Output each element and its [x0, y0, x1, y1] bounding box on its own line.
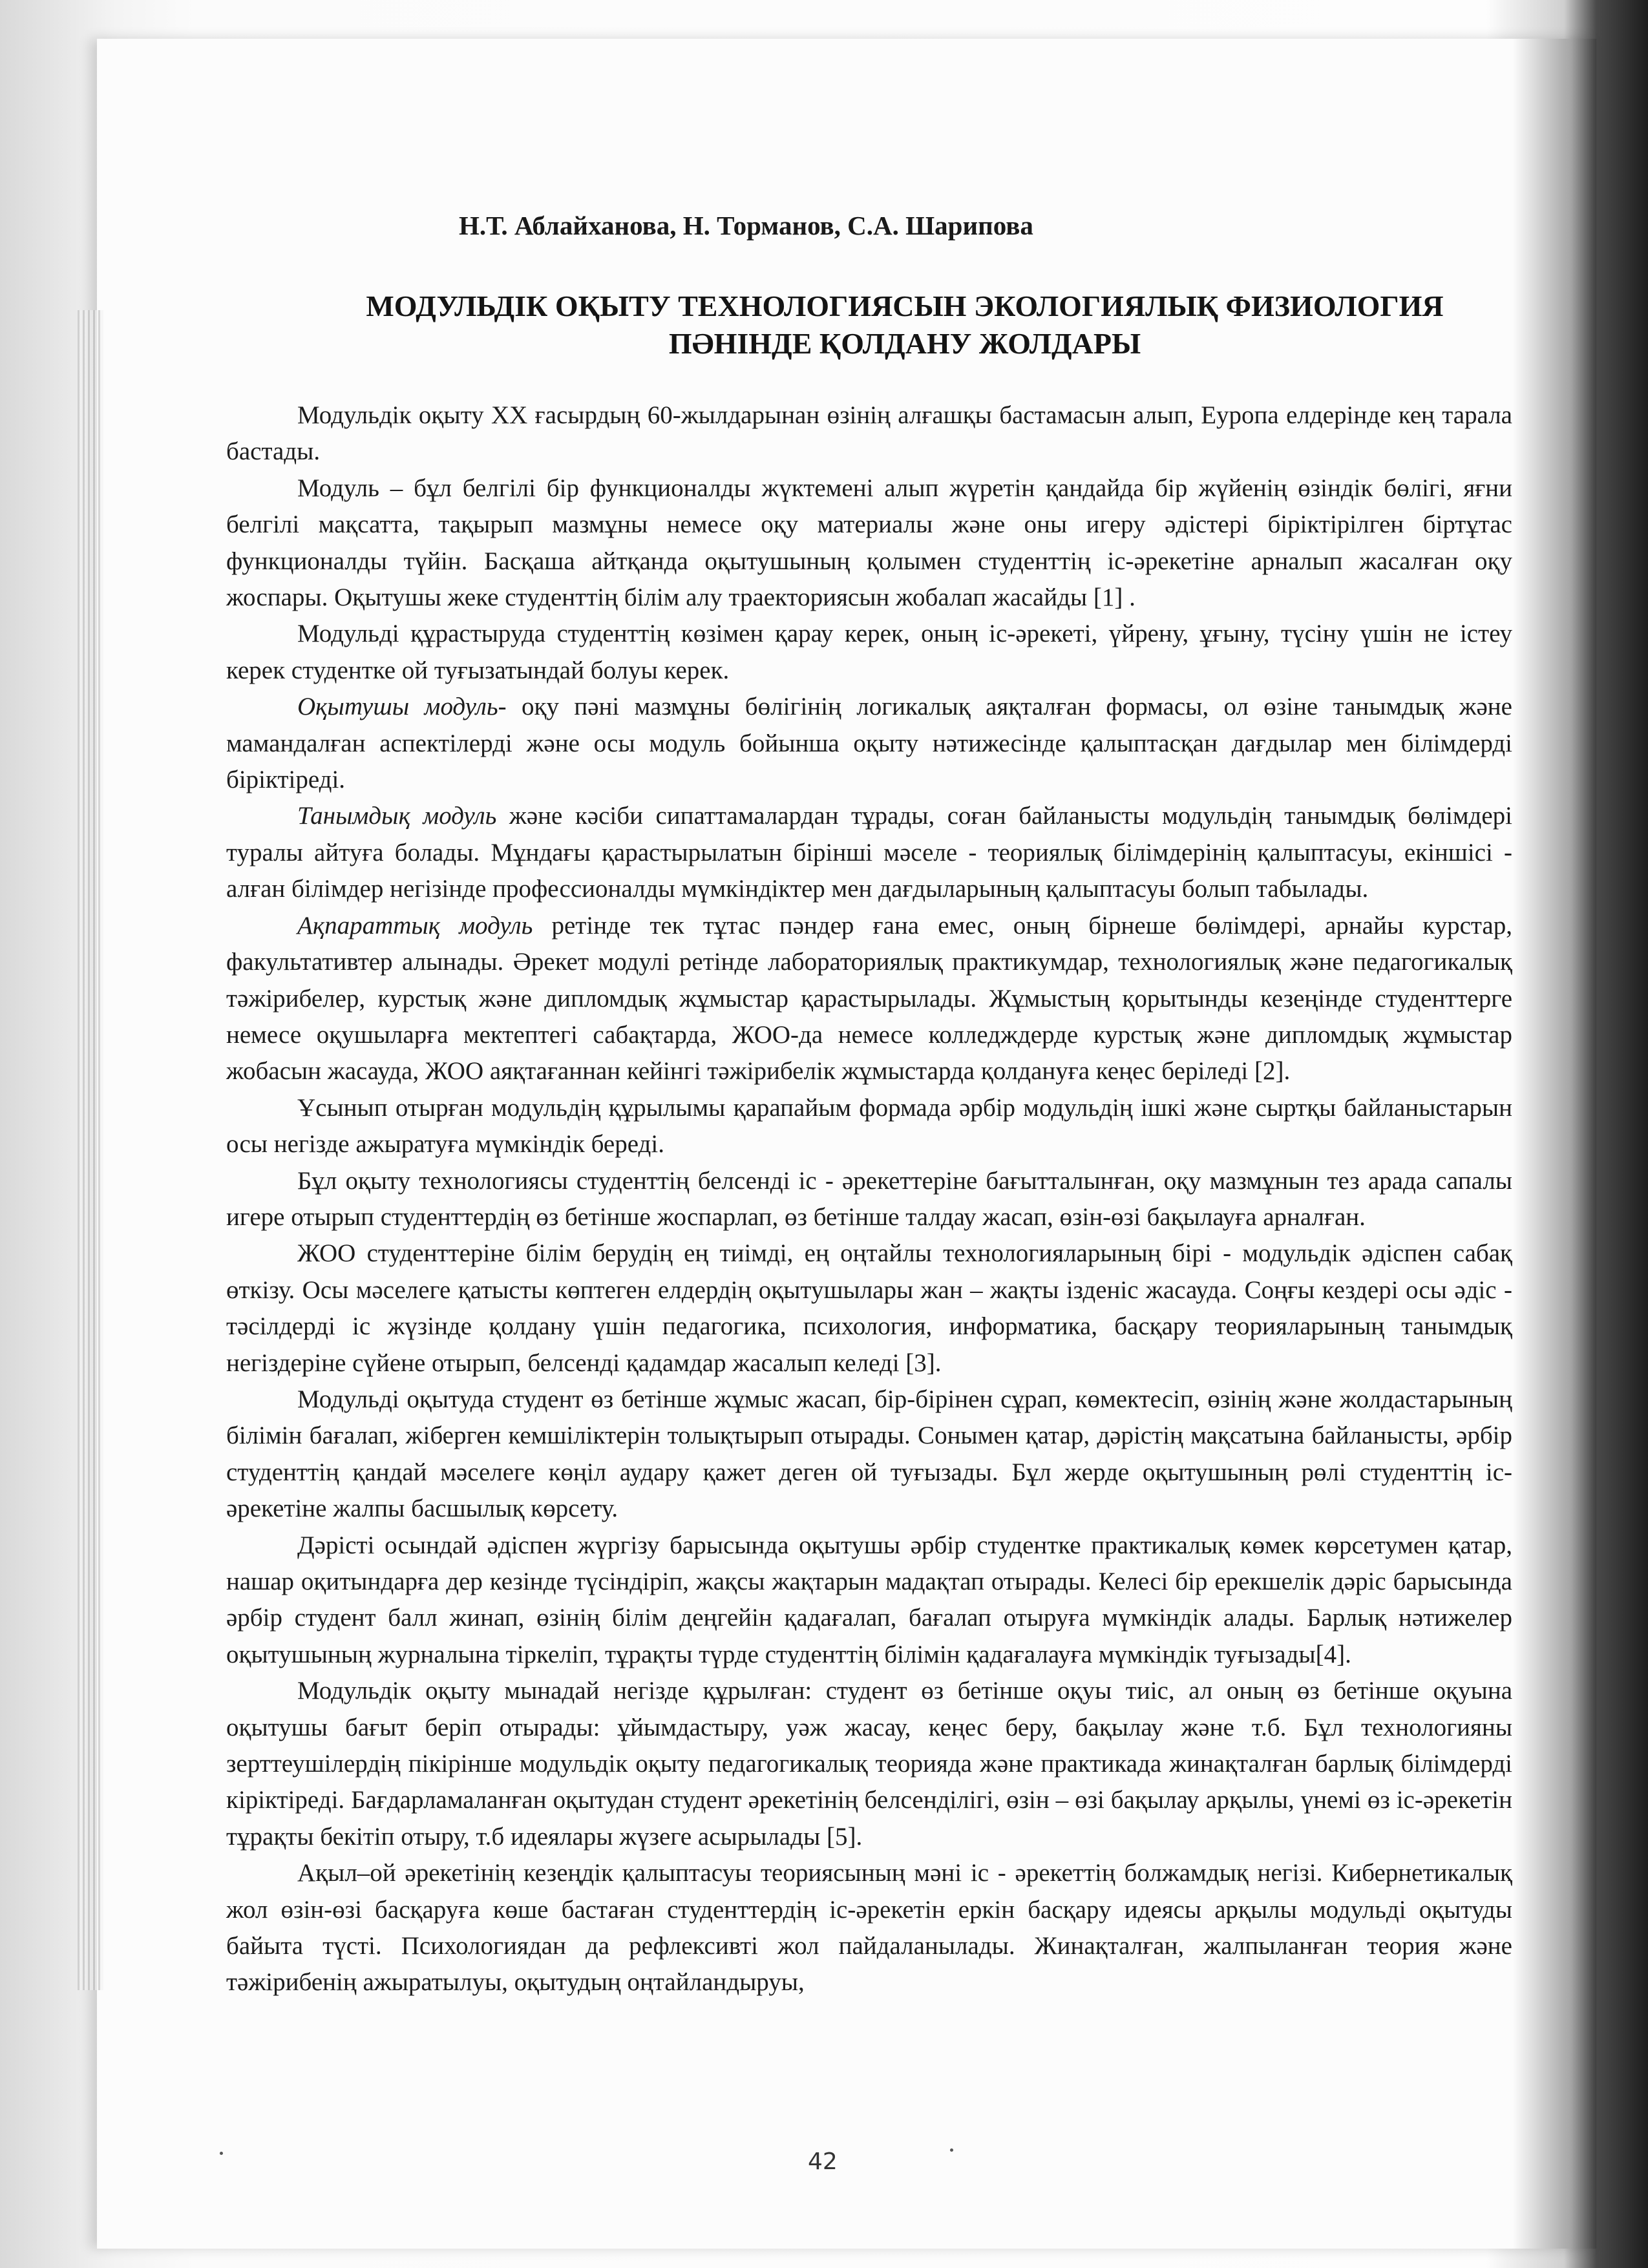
paragraph-text: ретінде тек тұтас пәндер ғана емес, оның бірнеше бөлімдері, арнайы курстар, факультативтер алынады. Әрекет модулі ретінде лабораториялық практикумдар, технологиялық және педагогикалық тәжірибелер, курстық және дипломдық жұмыстар қарастырылады. Жұмыстың қорытынды кезеңінде студенттерге немесе оқушыларға мектептегі сабақтарда, ЖОО-да немесе колледждерде курстық және дипломдық жұмыстар жобасын жасауда, ЖОО аяқтағаннан кейінгі тәжірибелік жұмыстарда қолдануға кеңес беріледі [2]. — [226, 911, 1512, 1086]
article-body — [226, 397, 1512, 2001]
scan-speck — [220, 2152, 223, 2155]
title-line-1: МОДУЛЬДІК ОҚЫТУ ТЕХНОЛОГИЯСЫН ЭКОЛОГИЯЛЫҚ ФИЗИОЛОГИЯ — [366, 289, 1444, 322]
page-number: 42 — [808, 2148, 838, 2175]
paragraph-lead: Танымдық модуль — [297, 802, 497, 830]
paragraph-11 — [226, 1528, 1512, 1674]
paragraph-text: Модульдік оқыту ХХ ғасырдың 60-жылдарынан өзінің алғашқы бастамасын алып, Еуропа елдерінде кең тарала бастады. — [226, 401, 1512, 466]
paragraph-10 — [226, 1381, 1512, 1528]
scan-speck — [950, 2148, 953, 2152]
authors: Н.Т. Аблайханова, Н. Торманов, С.А. Шарипова — [459, 211, 1033, 240]
paragraph-lead: Ақпараттық модуль — [297, 911, 533, 940]
page-stack-edge — [78, 310, 103, 1990]
paragraph-4 — [226, 689, 1512, 798]
paragraph-text: - оқу пәні мазмұны бөлігінің логикалық аяқталған формасы, ол өзіне танымдық және мамандалған аспектілерді және осы модуль бойынша оқыту нәтижесінде қалыптасқан дағдылар мен білімдерді біріктіреді. — [226, 693, 1512, 794]
paragraph-text: Бұл оқыту технологиясы студенттің белсенді іс - әрекеттеріне бағытталынған, оқу мазмұнын тез арада сапалы игере отырып студенттердің өз бетінше жоспарлап, өз бетінше талдау жасап, өзін-өзі бақылауға арналған. — [226, 1166, 1512, 1231]
paragraph-text: және кәсіби сипаттамалардан тұрады, соған байланысты модульдің танымдық бөлімдері туралы айтуға болады. Мұндағы қарастырылатын бірінші мәселе - теориялық білімдерінің қалыптасуы, екіншісі - алған білімдер негізінде профессионалды мүмкіндіктер мен дағдыларының қалыптасуы болып табылады. — [226, 802, 1512, 903]
paragraph-8 — [226, 1163, 1512, 1236]
paragraph-text: Ақыл–ой әрекетінің кезеңдік қалыптасуы теориясының мәні іс - әрекеттің болжамдық негізі. Кибернетикалық жол өзін-өзі басқаруға көше бастаған студенттердің іс-әрекетін еркін басқару идеясы арқылы модульді оқытуды байыта түсті. Психологиядан да рефлексивті жол пайдаланылады. Жинақталған, жалпыланған теория және тәжірибенің ажыратылуы, оқытудың оңтайландыруы, — [226, 1859, 1512, 1997]
paragraph-1 — [226, 397, 1512, 470]
paragraph-text: Ұсынып отырған модульдің құрылымы қарапайым формада әрбір модульдің ішкі және сыртқы байланыстарын осы негізде ажыратуға мүмкіндік береді. — [226, 1093, 1512, 1159]
paragraph-3 — [226, 616, 1512, 689]
paragraph-text: Модуль – бұл белгілі бір функционалды жүктемені алып жүретін қандайда бір жүйенің өзіндік бөлігі, яғни белгілі мақсатта, тақырып мазмұны немесе оқу материалы және оны игеру әдістері біріктірілген біртұтас функционалды түйін. Басқаша айтқанда оқытушының қолымен студенттің іс-әрекетіне арналып жасалған оқу жоспары. Оқытушы жеке студенттің білім алу траекториясын жобалап жасайды [1] . — [226, 474, 1512, 612]
article-title — [291, 288, 1519, 362]
paragraph-6 — [226, 908, 1512, 1090]
paragraph-2 — [226, 470, 1512, 616]
paragraph-text: Модульді құрастыруда студенттің көзімен қарау керек, оның іс-әрекеті, үйрену, ұғыну, түсіну үшін не істеу керек студентке ой туғызатындай болуы керек. — [226, 620, 1512, 684]
paragraph-5 — [226, 798, 1512, 907]
paragraph-7 — [226, 1090, 1512, 1163]
paragraph-12 — [226, 1673, 1512, 1855]
title-line-2: ПӘНІНДЕ ҚОЛДАНУ ЖОЛДАРЫ — [668, 327, 1141, 360]
paragraph-text: ЖОО студенттеріне білім берудің ең тиімді, ең оңтайлы технологияларының бірі - модульдік әдіспен сабақ өткізу. Осы мәселеге қатысты көптеген елдердің оқытушылары жан – жақты ізденіс жасауда. Соңғы кездері осы әдіс - тәсілдерді іс жүзінде қолдану үшін педагогика, психология, информатика, басқару теорияларының танымдық негіздеріне сүйене отырып, белсенді қадамдар жасалып келеді [3]. — [226, 1239, 1512, 1377]
paragraph-13 — [226, 1855, 1512, 2001]
paragraph-text: Модульдік оқыту мынадай негізде құрылған: студент өз бетінше оқуы тиіс, ал оның өз бетінше оқуына оқытушы бағыт беріп отырады: ұйымдастыру, уәж жасау, кеңес беру, бақылау және т.б. Бұл технологияны зерттеушілердің пікірінше модульдік оқыту педагогикалық теорияда және практикада жинақталған барлық білімдерді кіріктіреді. Бағдарламаланған оқытудан студент әрекетінің белсенділігі, өзін – өзі бақылау арқылы, үнемі өз іс-әрекетін тұрақты бекітіп отыру, т.б идеялары жүзеге асырылады [5]. — [226, 1677, 1512, 1851]
paragraph-text: Модульді оқытуда студент өз бетінше жұмыс жасап, бір-бірінен сұрап, көмектесіп, өзінің және жолдастарының білімін бағалап, жіберген кемшіліктерін толықтырып отырады. Сонымен қатар, дәрістің мақсатына байланысты, әрбір студенттің қандай мәселеге көңіл аудару қажет деген ой туғызады. Бұл жерде оқытушының рөлі студенттің іс-әрекетіне жалпы басшылық көрсету. — [226, 1385, 1512, 1523]
paragraph-text: Дәрісті осындай әдіспен жүргізу барысында оқытушы әрбір студентке практикалық көмек көрсетумен қатар, нашар оқитындарға дер кезінде түсіндіріп, жақсы жақтарын мадақтап отырады. Келесі бір ерекшелік дәріс барысында әрбір студент балл жинап, өзінің білім деңгейін қадағалап, бағалап отыруға мүмкіндік алады. Барлық нәтижелер оқытушының журналына тіркеліп, тұрақты түрде студенттің білімін қадағалауға мүмкіндік туғызады[4]. — [226, 1531, 1512, 1668]
document-page — [97, 39, 1596, 2249]
paragraph-lead: Оқытушы модуль — [297, 693, 498, 721]
paragraph-9 — [226, 1235, 1512, 1381]
binding-shadow — [1512, 39, 1596, 2249]
